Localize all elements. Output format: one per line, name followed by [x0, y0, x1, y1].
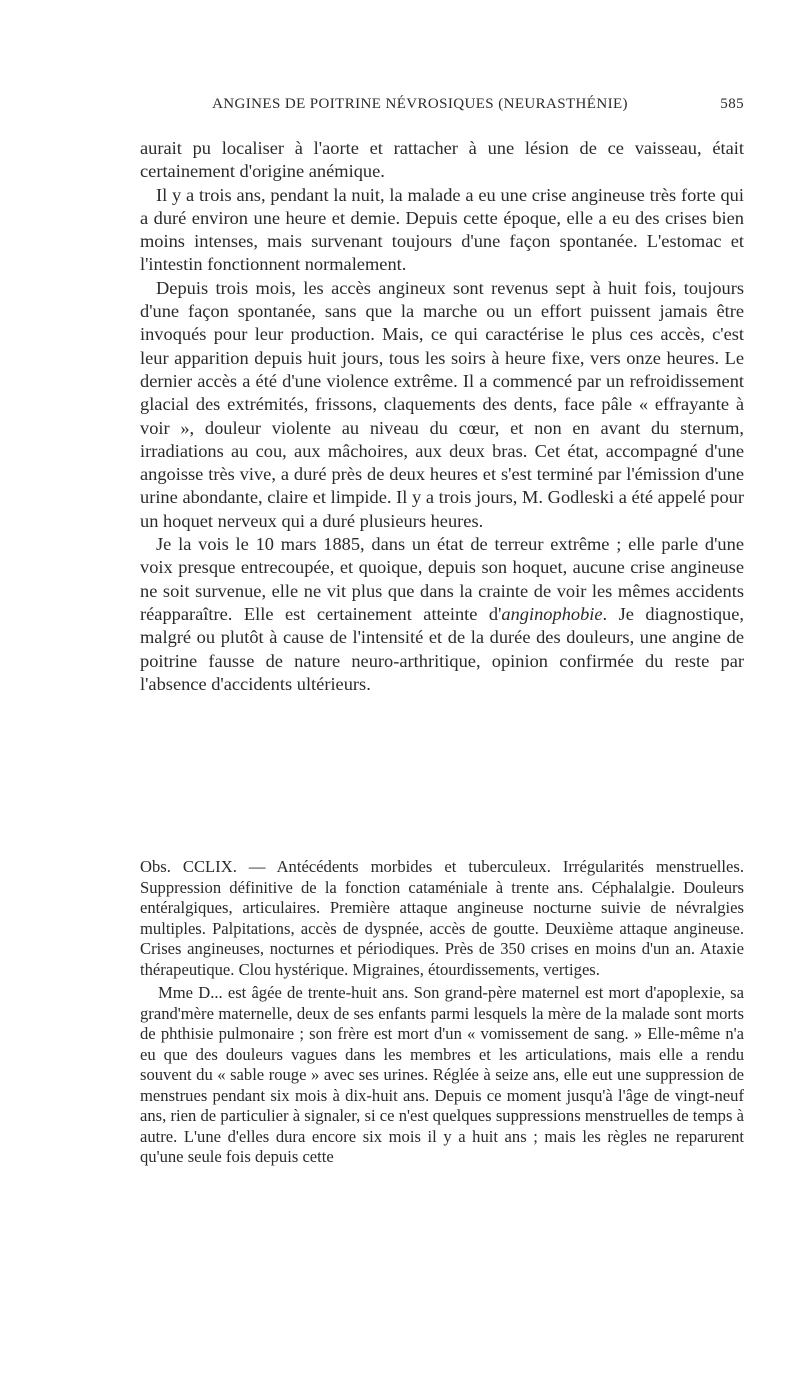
paragraph-continuation: aurait pu localiser à l'aorte et rattacher à une lésion de ce vaisseau, était certainement d'origine anémique.	[140, 138, 744, 182]
diagnostic-text-start: Je la vois le 10 mars 1885, dans un état de terreur extrême ; elle parle d'une voix presque entrecoupée, et quoique, depuis son hoquet, aucune crise angineuse ne soit survenue, elle ne vit plus que dans la crainte de voir les mêmes accidents réapparaître. Elle est certainement atteinte d'	[140, 534, 744, 624]
running-header	[140, 96, 744, 120]
observation-case-history: Mme D... est âgée de trente-huit ans. Son grand-père maternel est mort d'apoplexie, sa grand'mère maternelle, deux de ses enfants parmi lesquels la mère de la malade sont morts de phthisie pulmonaire ; son frère est mort d'un « vomissement de sang. » Elle-même n'a eu que des douleurs vagues dans les membres et les articulations, mais elle a rendu souvent du « sable rouge » avec ses urines. Réglée à seize ans, elle eut une suppression de menstrues pendant six mois à dix-huit ans. Depuis ce moment jusqu'à l'âge de vingt-neuf ans, rien de particulier à signaler, si ce n'est quelques suppressions menstruelles de temps à autre. L'une d'elles dura encore six mois il y a huit ans ; mais les règles ne reparurent qu'une seule fois depuis cette	[140, 983, 744, 1166]
observation-block	[140, 857, 744, 1171]
paragraph-crise-angineuse: Il y a trois ans, pendant la nuit, la malade a eu une crise angineuse très forte qui a duré environ une heure et demie. Depuis cette époque, elle a eu des crises bien moins intenses, mais survenant toujours d'une façon spontanée. L'estomac et l'intestin fonctionnent normalement.	[140, 184, 744, 275]
anginophobie-term: anginophobie	[501, 603, 603, 624]
observation-summary: Obs. CCLIX. — Antécédents morbides et tuberculeux. Irrégularités menstruelles. Suppression définitive de la fonction cataméniale à trente ans. Céphalalgie. Douleurs entéralgiques, articulaires. Première attaque angineuse nocturne suivie de névralgies multiples. Palpitations, accès de dyspnée, accès de goutte. Deuxième attaque angineuse. Crises angineuses, nocturnes et périodiques. Près de 350 crises en moins d'un an. Ataxie thérapeutique. Clou hystérique. Migraines, étourdissements, vertiges.	[140, 857, 744, 979]
paragraph-acces-angineux: Depuis trois mois, les accès angineux sont revenus sept à huit fois, toujours d'une façon spontanée, sans que la marche ou un effort puissent jamais être invoqués pour leur production. Mais, ce qui caractérise le plus ces accès, c'est leur apparition depuis huit jours, tous les soirs à heure fixe, vers onze heures. Le dernier accès a été d'une violence extrême. Il a commencé par un refroidissement glacial des extrémités, frissons, claquements des dents, face pâle « effrayante à voir », douleur violente au niveau du cœur, et non en avant du sternum, irradiations au cou, aux mâchoires, aux deux bras. Cet état, accompagné d'une angoisse très vive, a duré près de deux heures et s'est terminé par l'émission d'une urine abondante, claire et limpide. Il y a trois jours, M. Godleski a été appelé pour un hoquet nerveux qui a duré plusieurs heures.	[140, 277, 744, 531]
paragraph-diagnostic	[140, 533, 744, 696]
running-title: ANGINES DE POITRINE NÉVROSIQUES (NEURASTHÉNIE)	[212, 96, 628, 112]
page-number: 585	[720, 96, 744, 112]
diagnostic-text-end: . Je diagnostique, malgré ou plutôt à cause de l'intensité et de la durée des douleurs, une angine de poitrine fausse de nature neuro-arthritique, opinion confirmée du reste par l'absence d'accidents ultérieurs.	[140, 603, 744, 694]
main-text	[140, 137, 744, 696]
